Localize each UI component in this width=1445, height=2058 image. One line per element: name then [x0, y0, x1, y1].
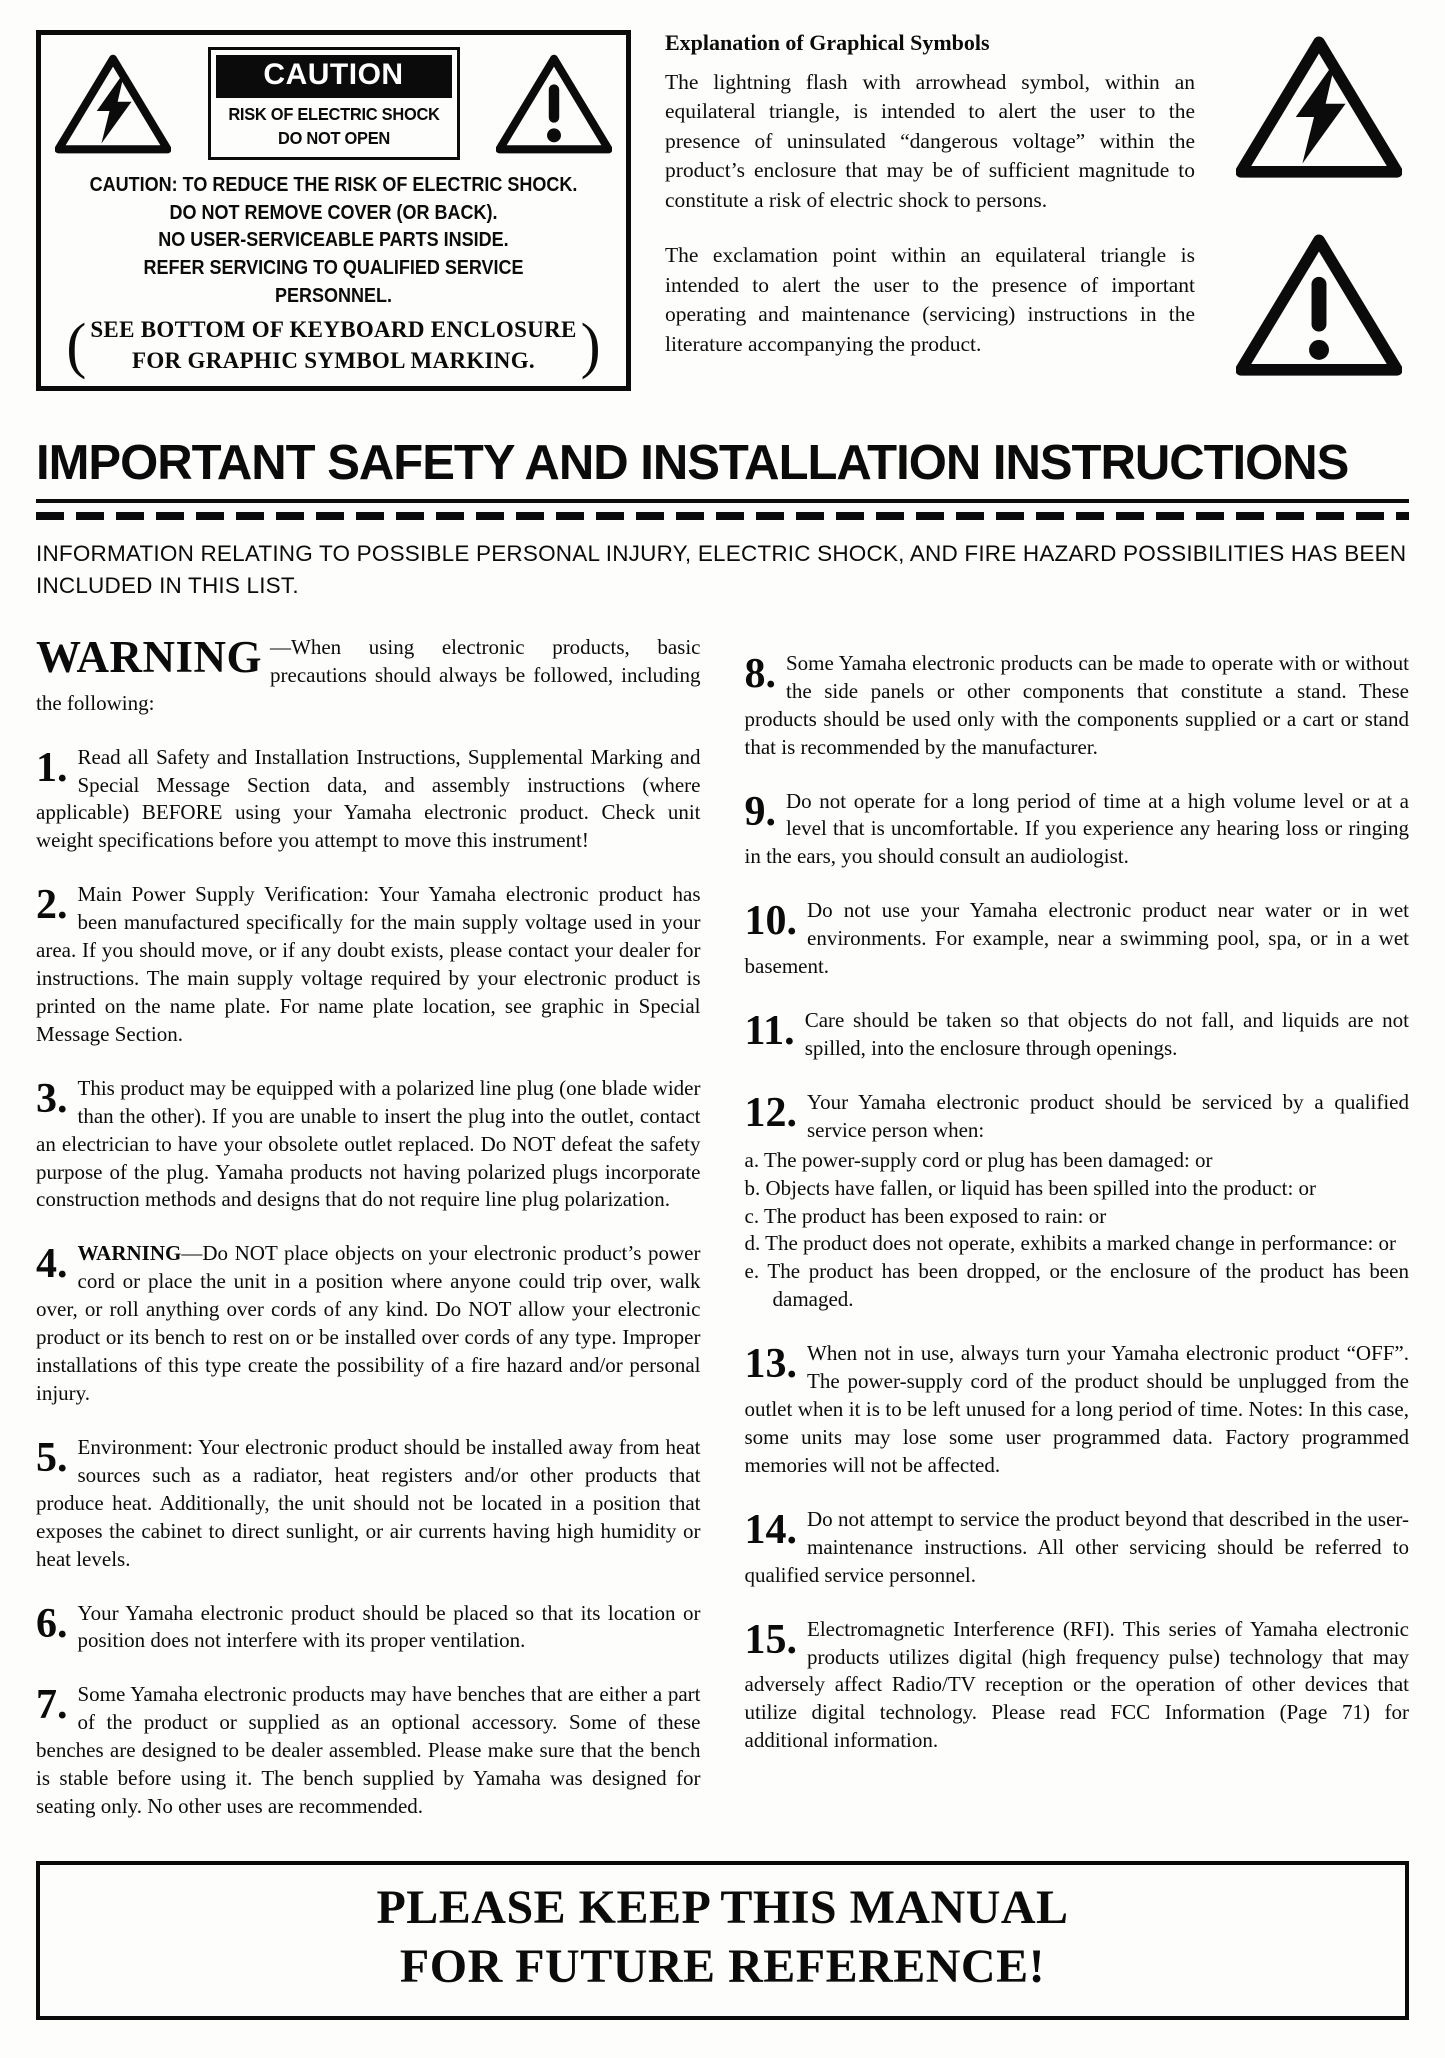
- item-number: 9.: [744, 788, 776, 835]
- exclamation-triangle-icon: [496, 53, 612, 155]
- item-number: 3.: [36, 1075, 68, 1122]
- enclosure-note-line-1: SEE BOTTOM OF KEYBOARD ENCLOSURE: [90, 317, 577, 343]
- item-text: Do not operate for a long period of time at a high volume level or at a level that is uncomfortable. If you experience any hearing loss or ringing in the ears, you should consult an audiologist.: [744, 788, 1409, 869]
- exclamation-symbol-paragraph: The exclamation point within an equilateral triangle is intended to alert the user to the presence of important operating and maintenance (servicing) instructions in the literature accompanying the product.: [665, 243, 1195, 356]
- safety-item-2: [36, 881, 701, 1049]
- sub-item-c: c. The product has been exposed to rain: or: [744, 1203, 1107, 1228]
- safety-item-7: [36, 1681, 701, 1821]
- item-text: Your Yamaha electronic product should be serviced by a qualified service person when:: [807, 1089, 1409, 1142]
- item-text: Environment: Your electronic product should be installed away from heat sources such as a radiator, heat registers and/or other products that produce heat. Additionally, the unit should not be located in a position that exposes the cabinet to direct sunlight, or air currents having high humidity or heat levels.: [36, 1434, 701, 1571]
- item-text: —Do NOT place objects on your electronic product’s power cord or place the unit in a position where anyone could trip over, walk over, or roll anything over cords of any kind. Do NOT allow your electronic product or its bench to rest on or be installed over cords of any type. Improper installations of this type create the possibility of a fire hazard and/or personal injury.: [36, 1241, 701, 1406]
- dashed-divider: [36, 512, 1409, 520]
- sub-item-d: d. The product does not operate, exhibits a marked change in performance: or: [744, 1231, 1397, 1256]
- safety-item-14: [745, 1506, 1410, 1590]
- safety-item-11: [745, 1007, 1410, 1063]
- item-number: 14.: [744, 1506, 797, 1553]
- safety-item-9: [745, 788, 1410, 872]
- close-paren: ): [580, 310, 601, 380]
- intro-paragraph: INFORMATION RELATING TO POSSIBLE PERSONAL INJURY, ELECTRIC SHOCK, AND FIRE HAZARD POSSIBILITIES HAS BEEN INCLUDED IN THIS LIST.: [36, 541, 1407, 598]
- left-column: [36, 624, 701, 1821]
- safety-item-1: [36, 744, 701, 856]
- caution-line-3: NO USER-SERVICEABLE PARTS INSIDE.: [158, 229, 509, 252]
- item-number: 6.: [36, 1600, 68, 1647]
- caution-panel-top: [55, 47, 612, 160]
- caution-label-box: [208, 47, 460, 160]
- item-number: 5.: [36, 1434, 68, 1481]
- item-number: 1.: [36, 744, 68, 791]
- main-title-block: [36, 435, 1409, 503]
- item-bold-lead: WARNING: [77, 1241, 182, 1266]
- safety-item-13: [745, 1340, 1410, 1480]
- enclosure-note-line-2: FOR GRAPHIC SYMBOL MARKING.: [132, 348, 535, 374]
- warning-intro: [36, 631, 701, 718]
- exclamation-triangle-icon: [1236, 232, 1402, 378]
- item-text: When not in use, always turn your Yamaha electronic product “OFF”. The power-supply cord of the product should be unplugged from the outlet when it is to be left unused for a long period of time. Notes: In this case, some units may lose some user programmed data. Factory programmed memories will not be affected.: [744, 1341, 1409, 1477]
- item-number: 8.: [744, 650, 776, 697]
- risk-line-1: RISK OF ELECTRIC SHOCK: [227, 104, 440, 124]
- graphical-symbols-section: [665, 30, 1195, 359]
- keep-manual-line-2: FOR FUTURE REFERENCE!: [399, 1939, 1046, 1993]
- item-12-sublist: [745, 1147, 1410, 1315]
- caution-panel: [36, 30, 631, 391]
- right-column: [745, 624, 1410, 1821]
- sub-item-e: e. The product has been dropped, or the enclosure of the product has been damaged.: [744, 1259, 1409, 1312]
- warning-word: WARNING: [36, 631, 263, 682]
- item-text: Some Yamaha electronic products may have benches that are either a part of the product or supplied as an optional accessory. Some of these benches are designed to be dealer assembled. Please make sure that the bench is stable before using it. The bench supplied by Yamaha was designed for seating only. No other uses are recommended.: [36, 1682, 701, 1819]
- caution-line-4: REFER SERVICING TO QUALIFIED SERVICE PERSONNEL.: [143, 257, 524, 307]
- item-number: 15.: [744, 1616, 797, 1663]
- item-text: Do not attempt to service the product beyond that described in the user-maintenance instructions. All other servicing should be referred to qualified service personnel.: [744, 1506, 1409, 1587]
- lightning-symbol-paragraph: The lightning flash with arrowhead symbol, within an equilateral triangle, is intended to alert the user to the presence of uninsulated “dangerous voltage” within the product’s enclosure that may be of sufficient magnitude to constitute a risk of electric shock to persons.: [665, 70, 1195, 212]
- item-text: Care should be taken so that objects do not fall, and liquids are not spilled, into the enclosure through openings.: [804, 1008, 1409, 1060]
- safety-item-15: [745, 1616, 1410, 1756]
- item-text: Read all Safety and Installation Instructions, Supplemental Marking and Special Message Section data, and assembly instructions (where applicable) BEFORE using your Yamaha electronic product. Check unit weight specifications before you attempt to move this instrument!: [36, 744, 701, 853]
- sub-item-b: b. Objects have fallen, or liquid has been spilled into the product: or: [744, 1175, 1317, 1200]
- item-text: Some Yamaha electronic products can be made to operate with or without the side panels or other components that constitute a stand. These products should be used only with the components supplied or a cart or stand that is recommended by the manufacturer.: [744, 650, 1409, 759]
- item-text: Electromagnetic Interference (RFI). This series of Yamaha electronic products utilizes digital (high frequency pulse) technology that may adversely affect Radio/TV reception or the operation of other devices that utilize digital technology. Please read FCC Information (Page 71) for additional information.: [744, 1616, 1409, 1753]
- item-text: Your Yamaha electronic product should be placed so that its location or position does not interfere with its proper ventilation.: [77, 1600, 701, 1653]
- item-number: 2.: [36, 882, 68, 929]
- caution-line-2: DO NOT REMOVE COVER (OR BACK).: [169, 201, 498, 224]
- instructions-columns: [36, 624, 1409, 1821]
- safety-item-12: [745, 1089, 1410, 1314]
- safety-item-10: [745, 897, 1410, 981]
- item-text: Do not use your Yamaha electronic product near water or in wet environments. For example, near a swimming pool, spa, or in a wet basement.: [744, 898, 1409, 979]
- item-text: Main Power Supply Verification: Your Yamaha electronic product has been manufactured specifically for the main supply voltage used in your area. If you should move, or if any doubt exists, please contact your dealer for instructions. The main supply voltage required by your electronic product is printed on the name plate. For name plate location, see graphic in Special Message Section.: [36, 882, 701, 1046]
- sub-item-a: a. The power-supply cord or plug has been damaged: or: [744, 1147, 1213, 1172]
- lightning-triangle-icon: [1236, 34, 1402, 180]
- symbol-triangles-column: [1229, 30, 1409, 378]
- item-number: 12.: [744, 1089, 797, 1136]
- keyboard-enclosure-note: [55, 310, 612, 380]
- open-paren: (: [66, 310, 87, 380]
- safety-item-4: [36, 1240, 701, 1408]
- keep-manual-box: [36, 1861, 1409, 2020]
- item-number: 7.: [36, 1682, 68, 1729]
- caution-label: CAUTION: [216, 55, 452, 98]
- keep-manual-line-1: PLEASE KEEP THIS MANUAL: [376, 1881, 1069, 1934]
- item-number: 11.: [744, 1008, 795, 1055]
- top-section: [36, 30, 1409, 391]
- safety-item-8: [745, 650, 1410, 762]
- item-number: 10.: [744, 898, 797, 945]
- item-number: 4.: [36, 1241, 68, 1288]
- risk-line-2: DO NOT OPEN: [277, 127, 390, 148]
- graphical-symbols-heading: Explanation of Graphical Symbols: [665, 30, 990, 55]
- caution-line-1: CAUTION: TO REDUCE THE RISK OF ELECTRIC SHOCK.: [89, 174, 578, 197]
- lightning-triangle-icon: [55, 53, 171, 155]
- risk-text: [223, 98, 445, 152]
- enclosure-note-text: [90, 314, 576, 376]
- item-number: 13.: [744, 1341, 797, 1388]
- warning-text: —When using electronic products, basic precautions should always be followed, including the following:: [36, 634, 701, 715]
- page-title: IMPORTANT SAFETY AND INSTALLATION INSTRUCTIONS: [36, 436, 1349, 491]
- caution-warning-lines: [83, 172, 584, 310]
- safety-item-5: [36, 1434, 701, 1574]
- safety-item-6: [36, 1600, 701, 1656]
- safety-item-3: [36, 1075, 701, 1215]
- item-text: This product may be equipped with a polarized line plug (one blade wider than the other). If you are unable to insert the plug into the outlet, contact an electrician to have your obsolete outlet replaced. Do NOT defeat the safety purpose of the plug. Yamaha products not having polarized plugs incorporate construction methods and designs that do not require line plug polarization.: [36, 1075, 701, 1212]
